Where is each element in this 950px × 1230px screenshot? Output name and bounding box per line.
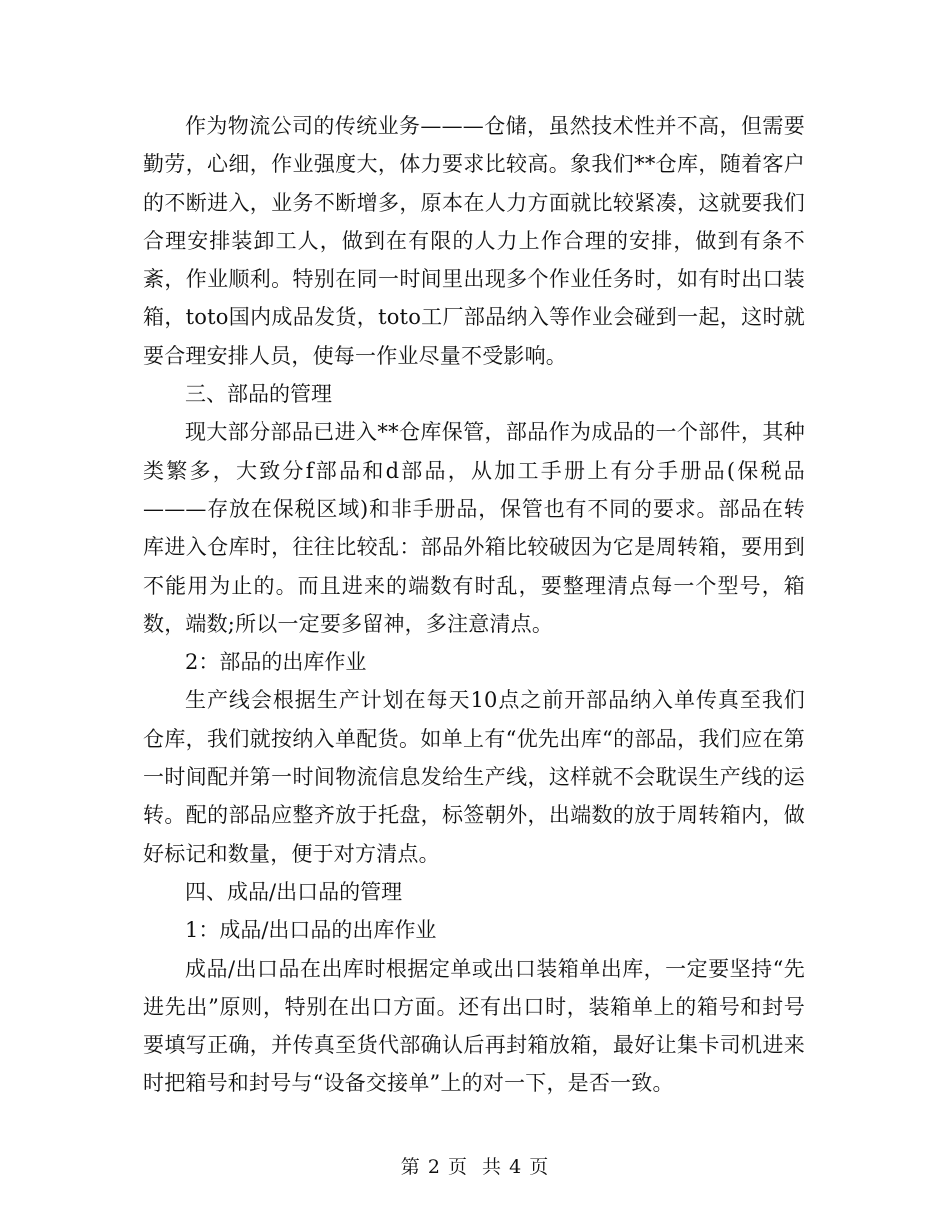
footer-prefix: 第 bbox=[400, 1156, 421, 1178]
section-heading-parts-management: 三、部品的管理 bbox=[185, 382, 332, 407]
footer-page-number: 2 bbox=[427, 1156, 441, 1178]
subheading-parts-outbound: 2：部品的出库作业 bbox=[185, 650, 367, 675]
document-body bbox=[143, 107, 805, 1103]
subheading-finished-goods-outbound: 1：成品/出口品的出库作业 bbox=[185, 918, 437, 943]
paragraph-warehouse-intro: 作为物流公司的传统业务———仓储，虽然技术性并不高，但需要勤劳，心细，作业强度大，体力要求比较高。象我们**仓库，随着客户的不断进入，业务不断增多，原本在人力方面就比较紧凑，这就要我们合理安排装卸工人，做到在有限的人力上作合理的安排，做到有条不紊，作业顺利。特别在同一时间里出现多个作业任务时，如有时出口装箱，toto国内成品发货，toto工厂部品纳入等作业会碰到一起，这时就要合理安排人员，使每一作业尽量不受影响。 bbox=[143, 114, 805, 368]
footer-middle: 页 共 bbox=[447, 1156, 503, 1178]
paragraph-parts-storage: 现大部分部品已进入**仓库保管，部品作为成品的一个部件，其种类繁多，大致分f部品和d部品，从加工手册上有分手册品(保税品———存放在保税区域)和非手册品，保管也有不同的要求。部品在转库进入仓库时，往往比较乱：部品外箱比较破因为它是周转箱，要用到不能用为止的。而且进来的端数有时乱，要整理清点每一个型号，箱数，端数;所以一定要多留神，多注意清点。 bbox=[143, 420, 805, 636]
section-heading-finished-goods: 四、成品/出口品的管理 bbox=[185, 879, 403, 904]
footer-suffix: 页 bbox=[529, 1156, 550, 1178]
paragraph-finished-goods-outbound: 成品/出口品在出库时根据定单或出口装箱单出库，一定要坚持“先进先出”原则，特别在出口方面。还有出口时，装箱单上的箱号和封号要填写正确，并传真至货代部确认后再封箱放箱，最好让集卡司机进来时把箱号和封号与“设备交接单”上的对一下，是否一致。 bbox=[143, 956, 805, 1096]
paragraph-parts-outbound: 生产线会根据生产计划在每天10点之前开部品纳入单传真至我们仓库，我们就按纳入单配货。如单上有“优先出库“的部品，我们应在第一时间配并第一时间物流信息发给生产线，这样就不会耽误生产线的运转。配的部品应整齐放于托盘，标签朝外，出端数的放于周转箱内，做好标记和数量，便于对方清点。 bbox=[143, 688, 805, 866]
page-footer bbox=[0, 1152, 950, 1179]
footer-total-pages: 4 bbox=[509, 1156, 523, 1178]
